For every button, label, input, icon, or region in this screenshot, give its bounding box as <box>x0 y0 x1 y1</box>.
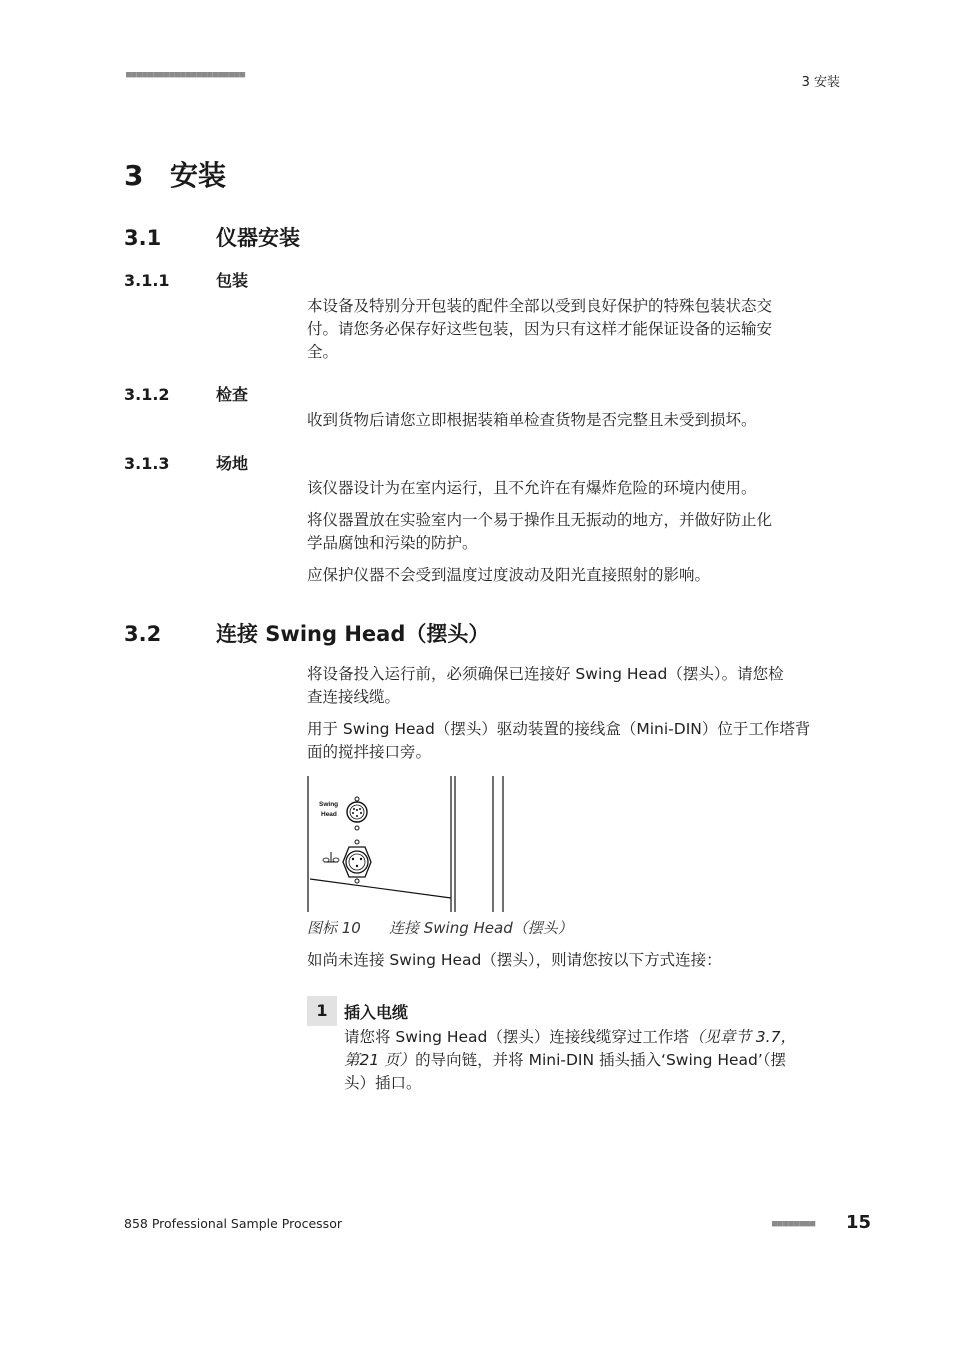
step-text: 的导向链，并将 Mini-DIN 插头插入‘Swing Head’（摆 <box>415 1051 787 1069</box>
header-decoration: ■■■■■■■■■■■■■■■■■■■■■■ <box>126 70 246 80</box>
step-instruction <box>344 1026 839 1095</box>
running-header-chapter: 3 安装 <box>801 75 840 90</box>
paragraph-connect-1 <box>307 663 842 709</box>
figure-caption-label: 图标 10 <box>307 919 361 937</box>
section-number: 3.1 <box>124 226 162 250</box>
figure-caption <box>307 917 573 938</box>
text-line: 将设备投入运行前，必须确保已连接好 Swing Head（摆头）。请您检 <box>307 665 784 683</box>
subsection-number: 3.1.3 <box>124 454 170 473</box>
text-line: 应保护仪器不会受到温度过度波动及阳光直接照射的影响。 <box>307 566 711 584</box>
text-line: 全。 <box>307 343 339 361</box>
section-heading-3-1 <box>124 222 300 252</box>
chapter-number: 3 <box>124 159 144 192</box>
section-number: 3.2 <box>124 622 162 646</box>
cross-reference: （见章节 3.7， <box>688 1028 796 1046</box>
text-line <box>344 1049 839 1072</box>
cross-reference-page: 第21 页） <box>344 1051 416 1069</box>
figure-label-head: Head <box>321 811 337 818</box>
text-line: 如尚未连接 Swing Head（摆头），则请您按以下方式连接： <box>307 951 722 969</box>
chapter-title <box>124 154 226 194</box>
figure-caption-text: 连接 Swing Head（摆头） <box>389 919 573 937</box>
step-text: 请您将 Swing Head（摆头）连接线缆穿过工作塔 <box>344 1028 689 1046</box>
text-line: 收到货物后请您立即根据装箱单检查货物是否完整且未受到损坏。 <box>307 411 757 429</box>
text-line: 该仪器设计为在室内运行，且不允许在有爆炸危险的环境内使用。 <box>307 479 757 497</box>
text-line: 头）插口。 <box>344 1074 422 1092</box>
page-number: 15 <box>846 1212 872 1233</box>
subsection-title: 场地 <box>216 454 249 473</box>
stirrer-icon <box>323 852 339 862</box>
footer-product-name: 858 Professional Sample Processor <box>124 1216 342 1231</box>
text-line: 将仪器置放在实验室内一个易于操作且无振动的地方，并做好防止化 <box>307 511 773 529</box>
paragraph-after-figure <box>307 949 842 972</box>
paragraph-connect-2 <box>307 718 842 764</box>
step-title: 插入电缆 <box>344 1003 409 1022</box>
text-line: 学品腐蚀和污染的防护。 <box>307 534 478 552</box>
figure-drawing <box>305 772 510 912</box>
section-title: 仪器安装 <box>216 226 300 250</box>
subsection-title: 检查 <box>216 385 249 404</box>
section-title: 连接 Swing Head（摆头） <box>216 622 490 646</box>
text-line <box>344 1026 839 1049</box>
paragraph-packaging <box>307 295 842 364</box>
text-line: 用于 Swing Head（摆头）驱动装置的接线盒（Mini-DIN）位于工作塔背 <box>307 720 811 738</box>
paragraph-location-1 <box>307 477 842 500</box>
paragraph-location-2 <box>307 509 842 555</box>
chapter-title-text: 安装 <box>170 159 227 192</box>
text-line: 付。请您务必保存好这些包装，因为只有这样才能保证设备的运输安 <box>307 320 773 338</box>
step-number-badge: 1 <box>307 996 337 1026</box>
figure-label-swing: Swing <box>319 801 339 808</box>
text-line: 本设备及特别分开包装的配件全部以受到良好保护的特殊包装状态交 <box>307 297 773 315</box>
subsection-heading-3-1-3 <box>124 451 248 474</box>
subsection-heading-3-1-1 <box>124 268 248 291</box>
subsection-number: 3.1.2 <box>124 385 170 404</box>
subsection-number: 3.1.1 <box>124 271 170 290</box>
section-heading-3-2 <box>124 618 489 648</box>
subsection-heading-3-1-2 <box>124 382 248 405</box>
text-line: 面的搅拌接口旁。 <box>307 743 432 761</box>
text-line: 查连接线缆。 <box>307 688 401 706</box>
figure-swing-head-connector <box>305 772 510 912</box>
subsection-title: 包装 <box>216 271 249 290</box>
footer-decoration: ■■■■■■■■ <box>772 1219 816 1229</box>
paragraph-inspection <box>307 409 842 432</box>
paragraph-location-3 <box>307 564 842 587</box>
